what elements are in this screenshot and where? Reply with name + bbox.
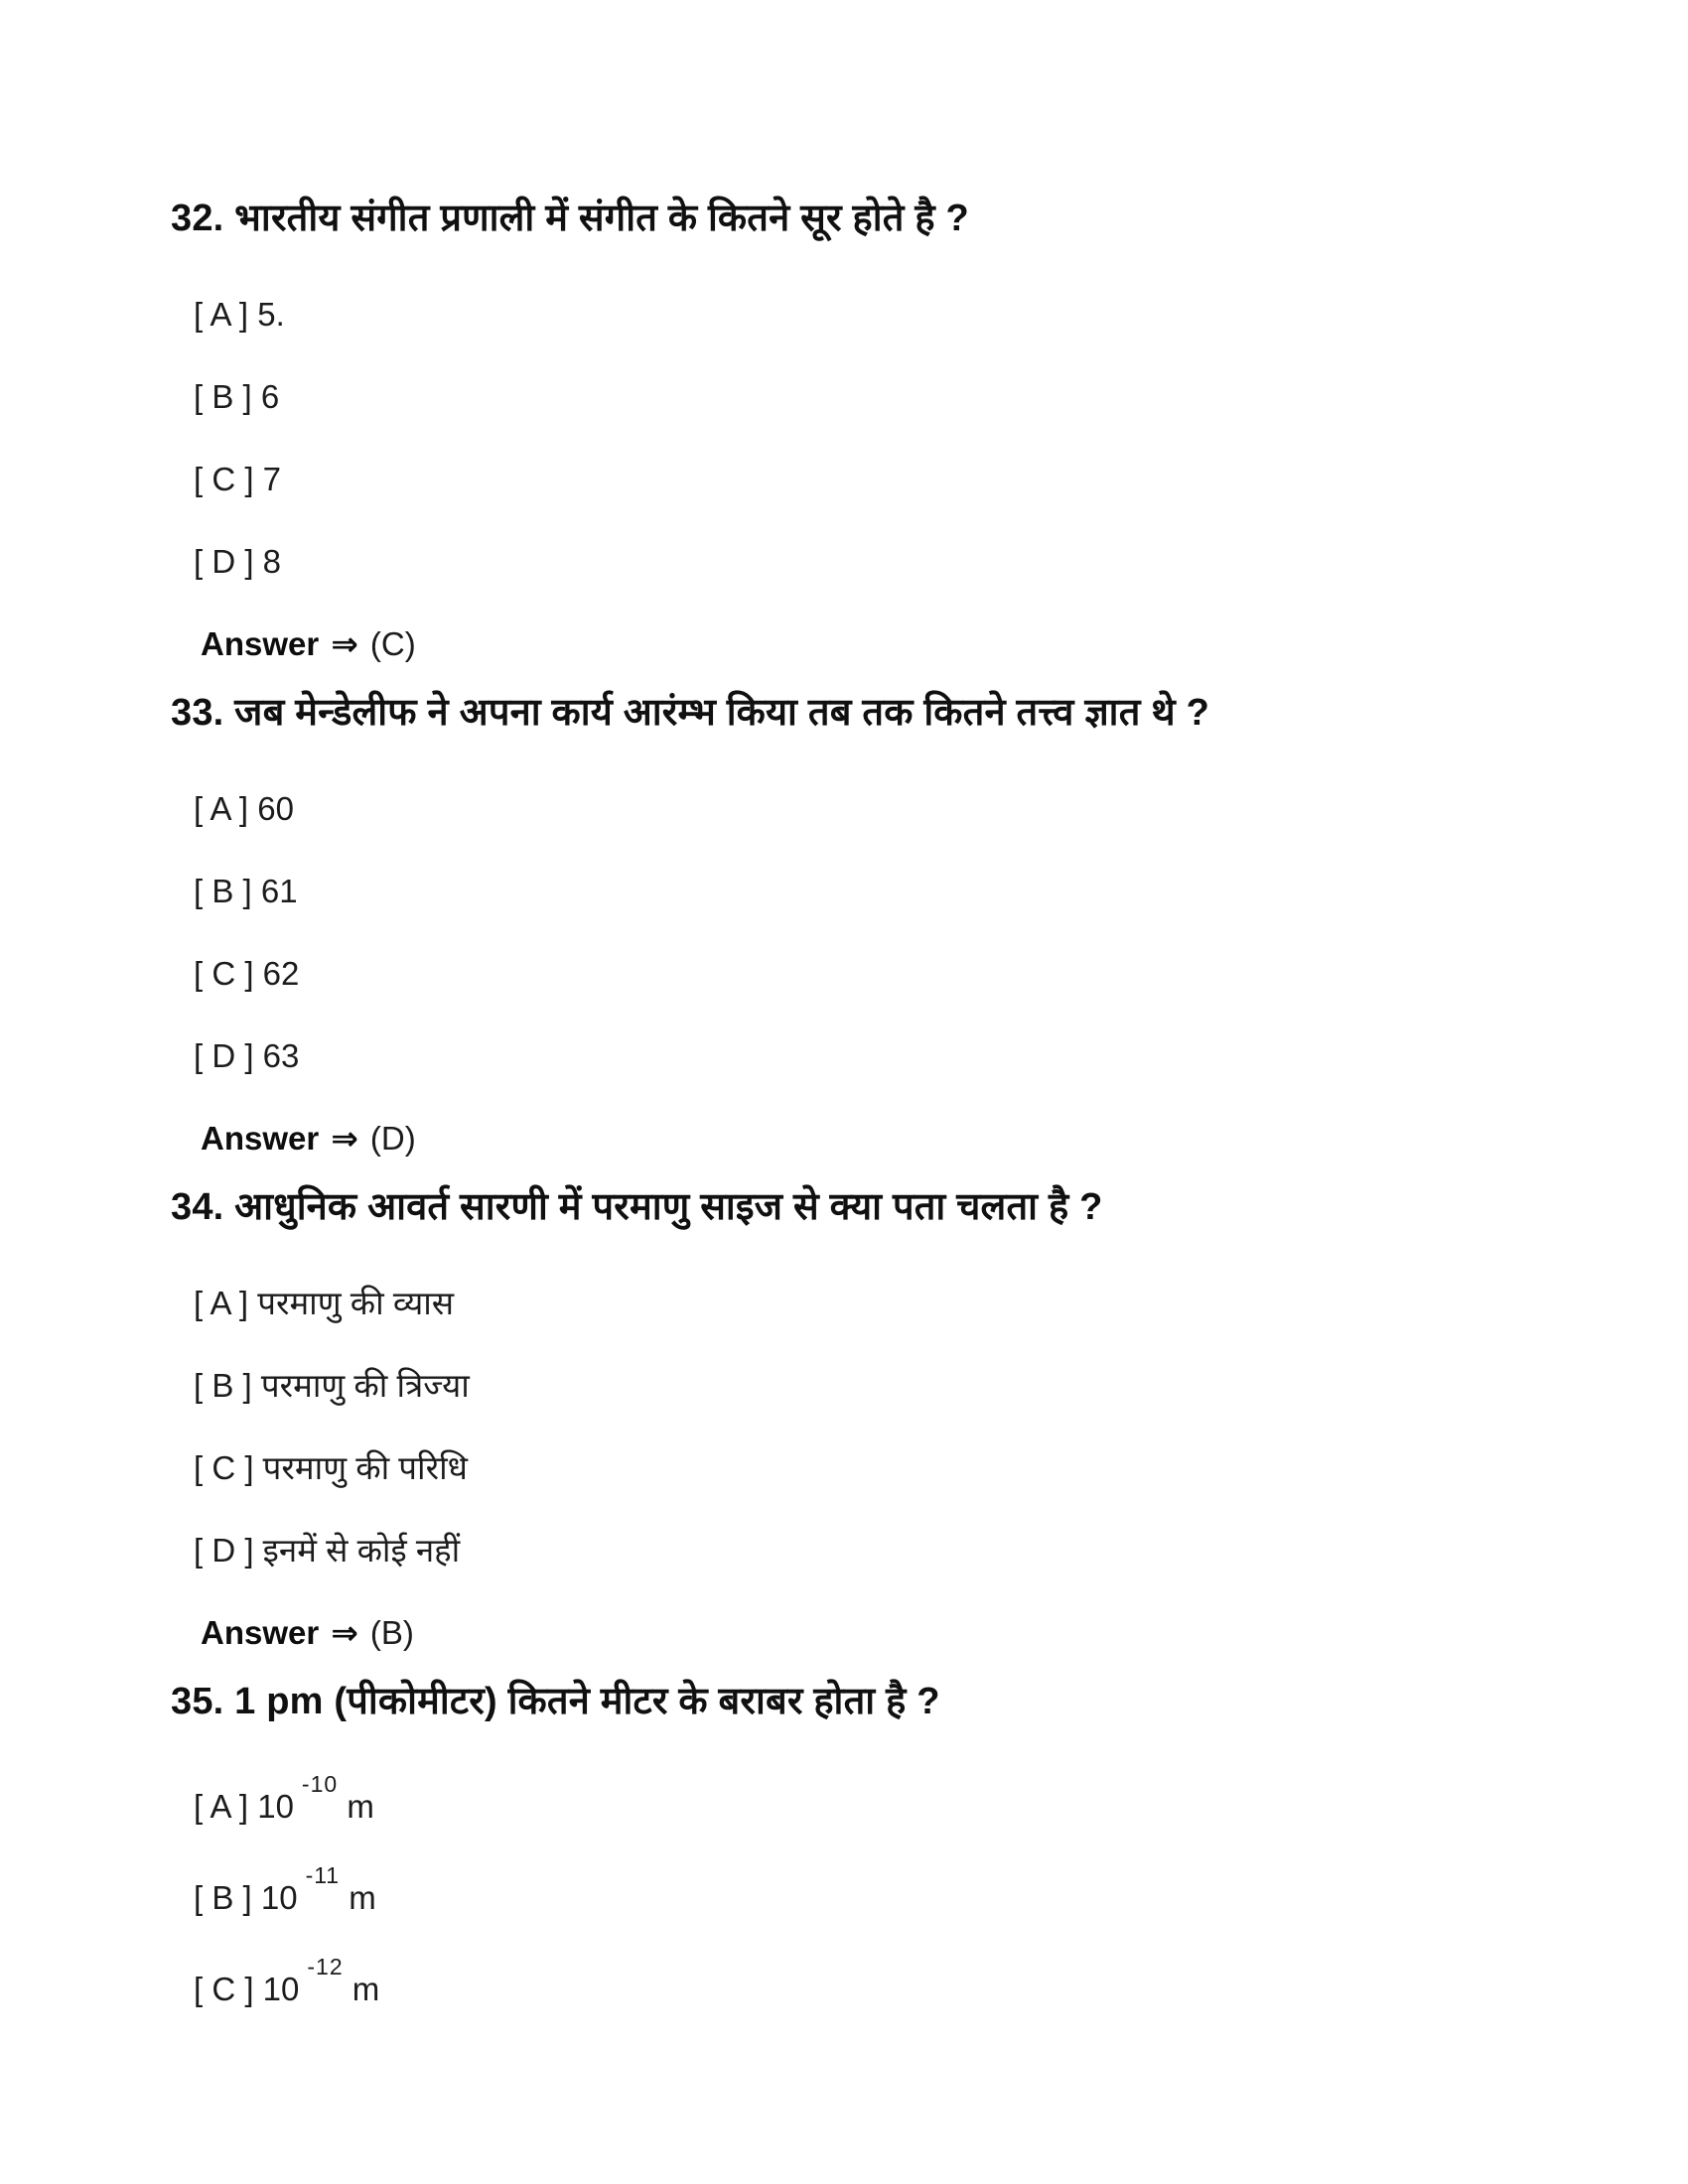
answer-label: Answer	[201, 1120, 320, 1157]
answer-value: (D)	[369, 1120, 416, 1157]
question-33-option-d: [ D ] 63	[194, 1037, 300, 1074]
question-32-heading: 32. भारतीय संगीत प्रणाली में संगीत के कितने सूर होते है ?	[171, 198, 969, 239]
option-exponent: -12	[307, 1954, 344, 1979]
question-33-option-a: [ A ] 60	[194, 790, 294, 827]
question-32-option-a: [ A ] 5.	[194, 296, 285, 333]
question-block-33	[171, 688, 1589, 1160]
option-unit: m	[338, 1788, 374, 1825]
question-34-option-d: [ D ] इनमें से कोई नहीं	[194, 1532, 461, 1569]
question-34-option-a: [ A ] परमाणु की व्यास	[194, 1285, 455, 1321]
question-33-option-c: [ C ] 62	[194, 955, 300, 992]
question-block-34	[171, 1182, 1589, 1655]
answer-label: Answer	[201, 625, 320, 662]
question-34-option-c: [ C ] परमाणु की परिधि	[194, 1449, 468, 1486]
option-unit: m	[340, 1879, 376, 1916]
question-block-35	[171, 1677, 1589, 2011]
question-35-option-b	[194, 1862, 1589, 1920]
option-base: [ C ] 10	[194, 1971, 300, 2007]
option-exponent: -10	[301, 1771, 339, 1797]
option-base: [ A ] 10	[194, 1788, 294, 1825]
question-block-32	[171, 194, 1589, 666]
question-35-heading: 35. 1 pm (पीकोमीटर) कितने मीटर के बराबर होता है ?	[171, 1681, 940, 1722]
question-35-option-c	[194, 1954, 1589, 2011]
question-33-heading: 33. जब मेन्डेलीफ ने अपना कार्य आरंम्भ किया तब तक कितने तत्त्व ज्ञात थे ?	[171, 692, 1209, 734]
answer-arrow-icon: ⇒	[331, 625, 358, 662]
question-34-option-b: [ B ] परमाणु की त्रिज्या	[194, 1367, 470, 1404]
option-unit: m	[343, 1971, 380, 2007]
answer-value: (C)	[369, 625, 416, 662]
question-35-option-a	[194, 1771, 1589, 1829]
answer-arrow-icon: ⇒	[331, 1120, 358, 1157]
question-32-option-b: [ B ] 6	[194, 378, 280, 415]
answer-value: (B)	[369, 1614, 414, 1651]
option-exponent: -11	[305, 1862, 341, 1888]
question-33-answer-line	[201, 1117, 1589, 1160]
answer-label: Answer	[201, 1614, 320, 1651]
question-33-option-b: [ B ] 61	[194, 873, 298, 909]
question-34-answer-line	[201, 1611, 1589, 1655]
question-34-heading: 34. आधुनिक आवर्त सारणी में परमाणु साइज से क्या पता चलता है ?	[171, 1186, 1103, 1228]
answer-arrow-icon: ⇒	[331, 1614, 358, 1651]
option-base: [ B ] 10	[194, 1879, 298, 1916]
question-32-option-d: [ D ] 8	[194, 543, 282, 580]
question-32-answer-line	[201, 622, 1589, 666]
question-32-option-c: [ C ] 7	[194, 461, 282, 497]
